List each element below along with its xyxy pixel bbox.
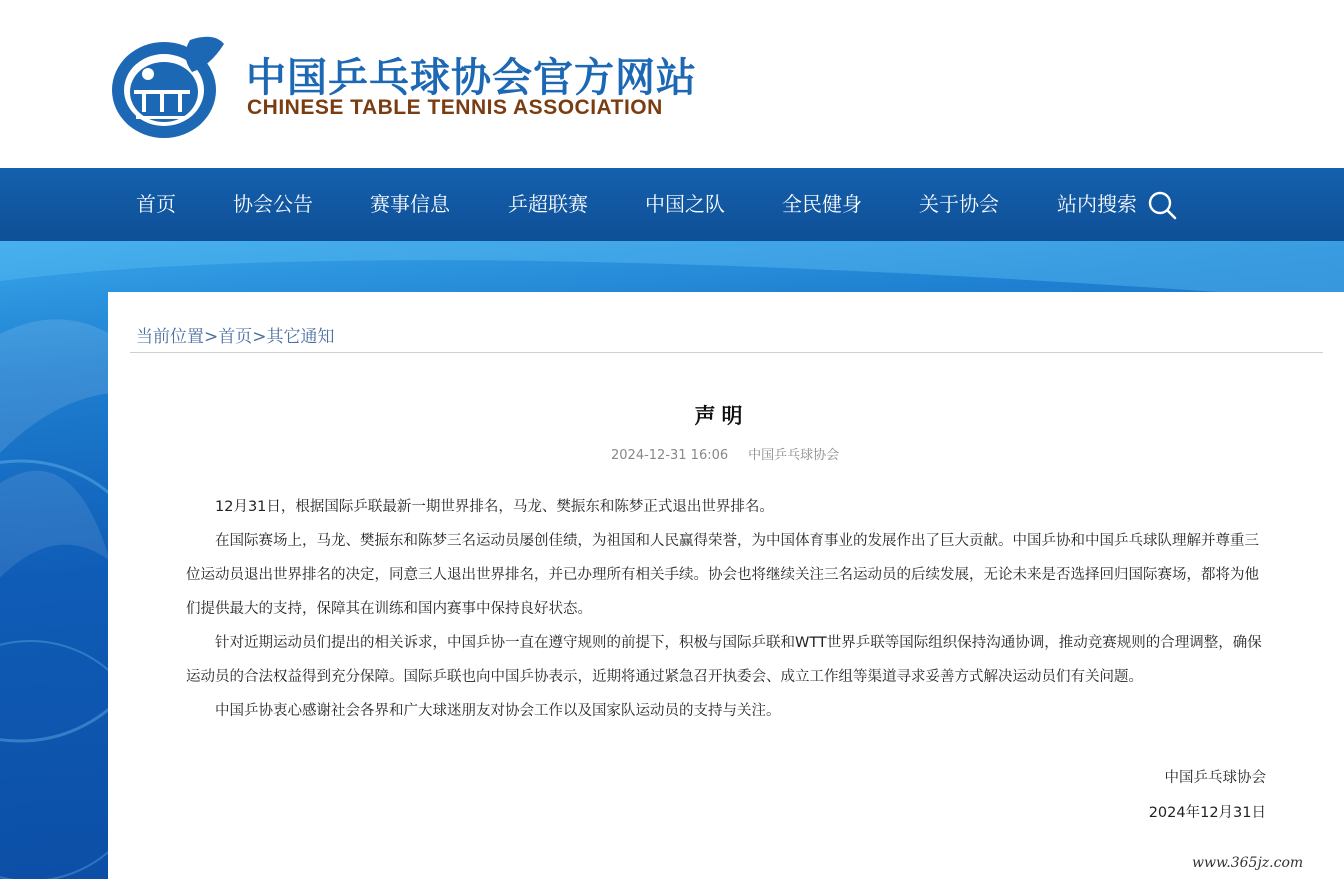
- site-header: [0, 0, 1344, 168]
- breadcrumb-other-notices[interactable]: 其它通知: [266, 327, 335, 347]
- search-icon[interactable]: [1147, 190, 1177, 220]
- article-paragraph: 针对近期运动员们提出的相关诉求，中国乒协一直在遵守规则的前提下，积极与国际乒联和WTT世界乒联等国际组织保持沟通协调，推动竞赛规则的合理调整，确保运动员的合法权益得到充分保障。国际乒联也向中国乒协表示，近期将通过紧急召开执委会、成立工作组等渠道寻求妥善方式解决运动员们有关问题。: [186, 635, 1262, 685]
- watermark: www.365jz.com: [1192, 855, 1304, 871]
- nav-national-team[interactable]: 中国之队: [645, 192, 725, 216]
- site-title-english: CHINESE TABLE TENNIS ASSOCIATION: [247, 96, 663, 119]
- nav-about[interactable]: 关于协会: [919, 192, 999, 216]
- breadcrumb-prefix: 当前位置: [136, 327, 204, 347]
- nav-announcements[interactable]: 协会公告: [233, 192, 313, 216]
- breadcrumb-separator: >: [204, 327, 219, 347]
- article-datetime: 2024-12-31 16:06: [611, 448, 729, 463]
- nav-events[interactable]: 赛事信息: [370, 192, 450, 216]
- article-paragraph: 12月31日，根据国际乒联最新一期世界排名，马龙、樊振东和陈梦正式退出世界排名。: [215, 499, 774, 515]
- breadcrumb-home[interactable]: 首页: [218, 327, 253, 347]
- breadcrumb-separator: >: [252, 327, 267, 347]
- article-paragraph: 在国际赛场上，马龙、樊振东和陈梦三名运动员屡创佳绩，为祖国和人民赢得荣誉，为中国体育事业的发展作出了巨大贡献。中国乒协和中国乒乓球队理解并尊重三位运动员退出世界排名的决定，同意三人退出世界排名，并已办理所有相关手续。协会也将继续关注三名运动员的后续发展，无论未来是否选择回归国际赛场，都将为他们提供最大的支持，保障其在训练和国内赛事中保持良好状态。: [186, 533, 1259, 617]
- article-source: 中国乒乓球协会: [748, 448, 840, 463]
- signature-organization: 中国乒乓球协会: [1164, 770, 1266, 786]
- nav-super-league[interactable]: 乒超联赛: [508, 192, 588, 216]
- breadcrumb: [136, 322, 335, 347]
- article-body: [186, 490, 1268, 728]
- article-paragraph: 中国乒协衷心感谢社会各界和广大球迷朋友对协会工作以及国家队运动员的支持与关注。: [215, 703, 781, 719]
- signature-date: 2024年12月31日: [1148, 805, 1266, 821]
- nav-site-search[interactable]: 站内搜索: [1057, 192, 1137, 216]
- nav-public-fitness[interactable]: 全民健身: [782, 192, 862, 216]
- article-title: 声明: [694, 404, 749, 428]
- site-title: 中国乒乓球协会官方网站: [246, 55, 697, 101]
- breadcrumb-divider: [130, 352, 1323, 353]
- ctta-logo-icon[interactable]: [106, 32, 230, 142]
- nav-home[interactable]: 首页: [136, 192, 176, 216]
- main-navigation: [0, 168, 1344, 241]
- article-meta: [611, 444, 839, 463]
